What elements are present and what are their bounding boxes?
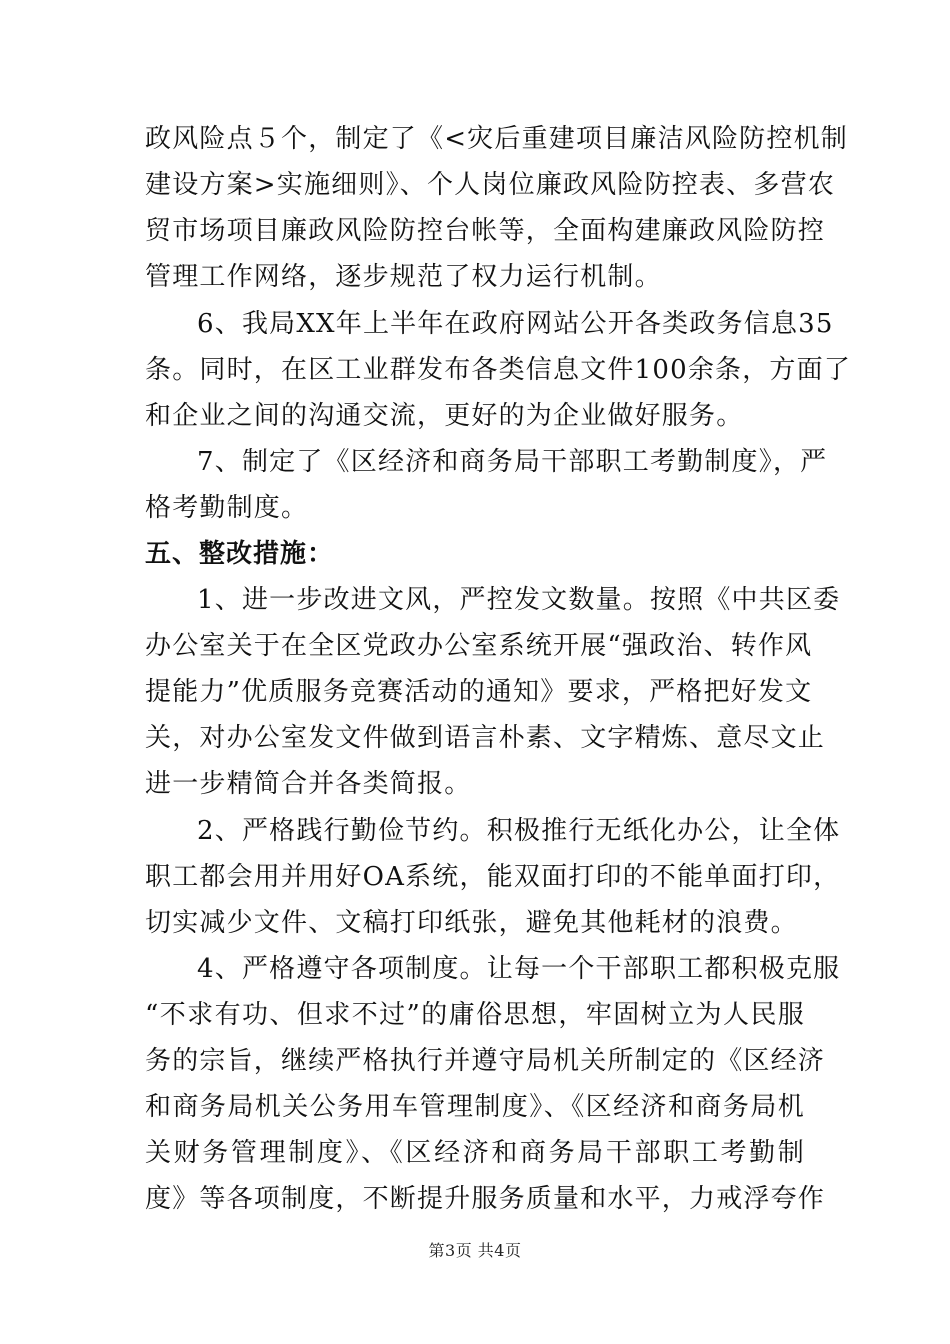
text-line: 提能力”优质服务竞赛活动的通知》要求，严格把好发文 [145, 677, 813, 707]
paragraph-first-line: 2、严格践行勤俭节约。积极推行无纸化办公，让全体 [197, 816, 841, 846]
text-line: 和商务局机关公务用车管理制度》、《区经济和商务局机 [145, 1092, 805, 1122]
text-line: 进一步精简合并各类简报。 [145, 769, 472, 799]
text-line: 务的宗旨，继续严格执行并遵守局机关所制定的《区经济 [145, 1046, 826, 1076]
text-line: 建设方案>实施细则》、个人岗位廉政风险防控表、多营农 [145, 170, 835, 200]
text-line: 切实减少文件、文稿打印纸张，避免其他耗材的浪费。 [145, 908, 798, 938]
text-line: 格考勤制度。 [145, 493, 309, 523]
text-line: 职工都会用并用好OA系统，能双面打印的不能单面打印， [145, 862, 841, 892]
section-heading: 五、整改措施： [145, 539, 335, 569]
paragraph-first-line: 4、严格遵守各项制度。让每一个干部职工都积极克服 [197, 954, 841, 984]
text-line: 办公室关于在全区党政办公室系统开展“强政治、转作风 [145, 631, 813, 661]
text-line: 和企业之间的沟通交流，更好的为企业做好服务。 [145, 401, 744, 431]
paragraph-first-line: 7、制定了《区经济和商务局干部职工考勤制度》，严 [197, 447, 828, 477]
page-footer: 第3页 共4页 [428, 1241, 522, 1260]
text-line: “不求有功、但求不过”的庸俗思想，牢固树立为人民服 [145, 1000, 805, 1030]
text-line: 度》等各项制度，不断提升服务质量和水平，力戒浮夸作 [145, 1184, 826, 1214]
paragraph-first-line: 1、进一步改进文风，严控发文数量。按照《中共区委 [197, 585, 841, 615]
text-line: 政风险点５个，制定了《<灾后重建项目廉洁风险防控机制 [145, 124, 848, 154]
text-line: 关，对办公室发文件做到语言朴素、文字精炼、意尽文止 [145, 723, 826, 753]
text-line: 贸市场项目廉政风险防控台帐等，全面构建廉政风险防控 [145, 216, 826, 246]
text-line: 条。同时，在区工业群发布各类信息文件100余条，方面了 [145, 355, 852, 385]
text-line: 关财务管理制度》、《区经济和商务局干部职工考勤制 [145, 1138, 805, 1168]
text-line: 管理工作网络，逐步规范了权力运行机制。 [145, 262, 662, 292]
paragraph-first-line: 6、我局XX年上半年在政府网站公开各类政务信息35 [197, 309, 834, 339]
